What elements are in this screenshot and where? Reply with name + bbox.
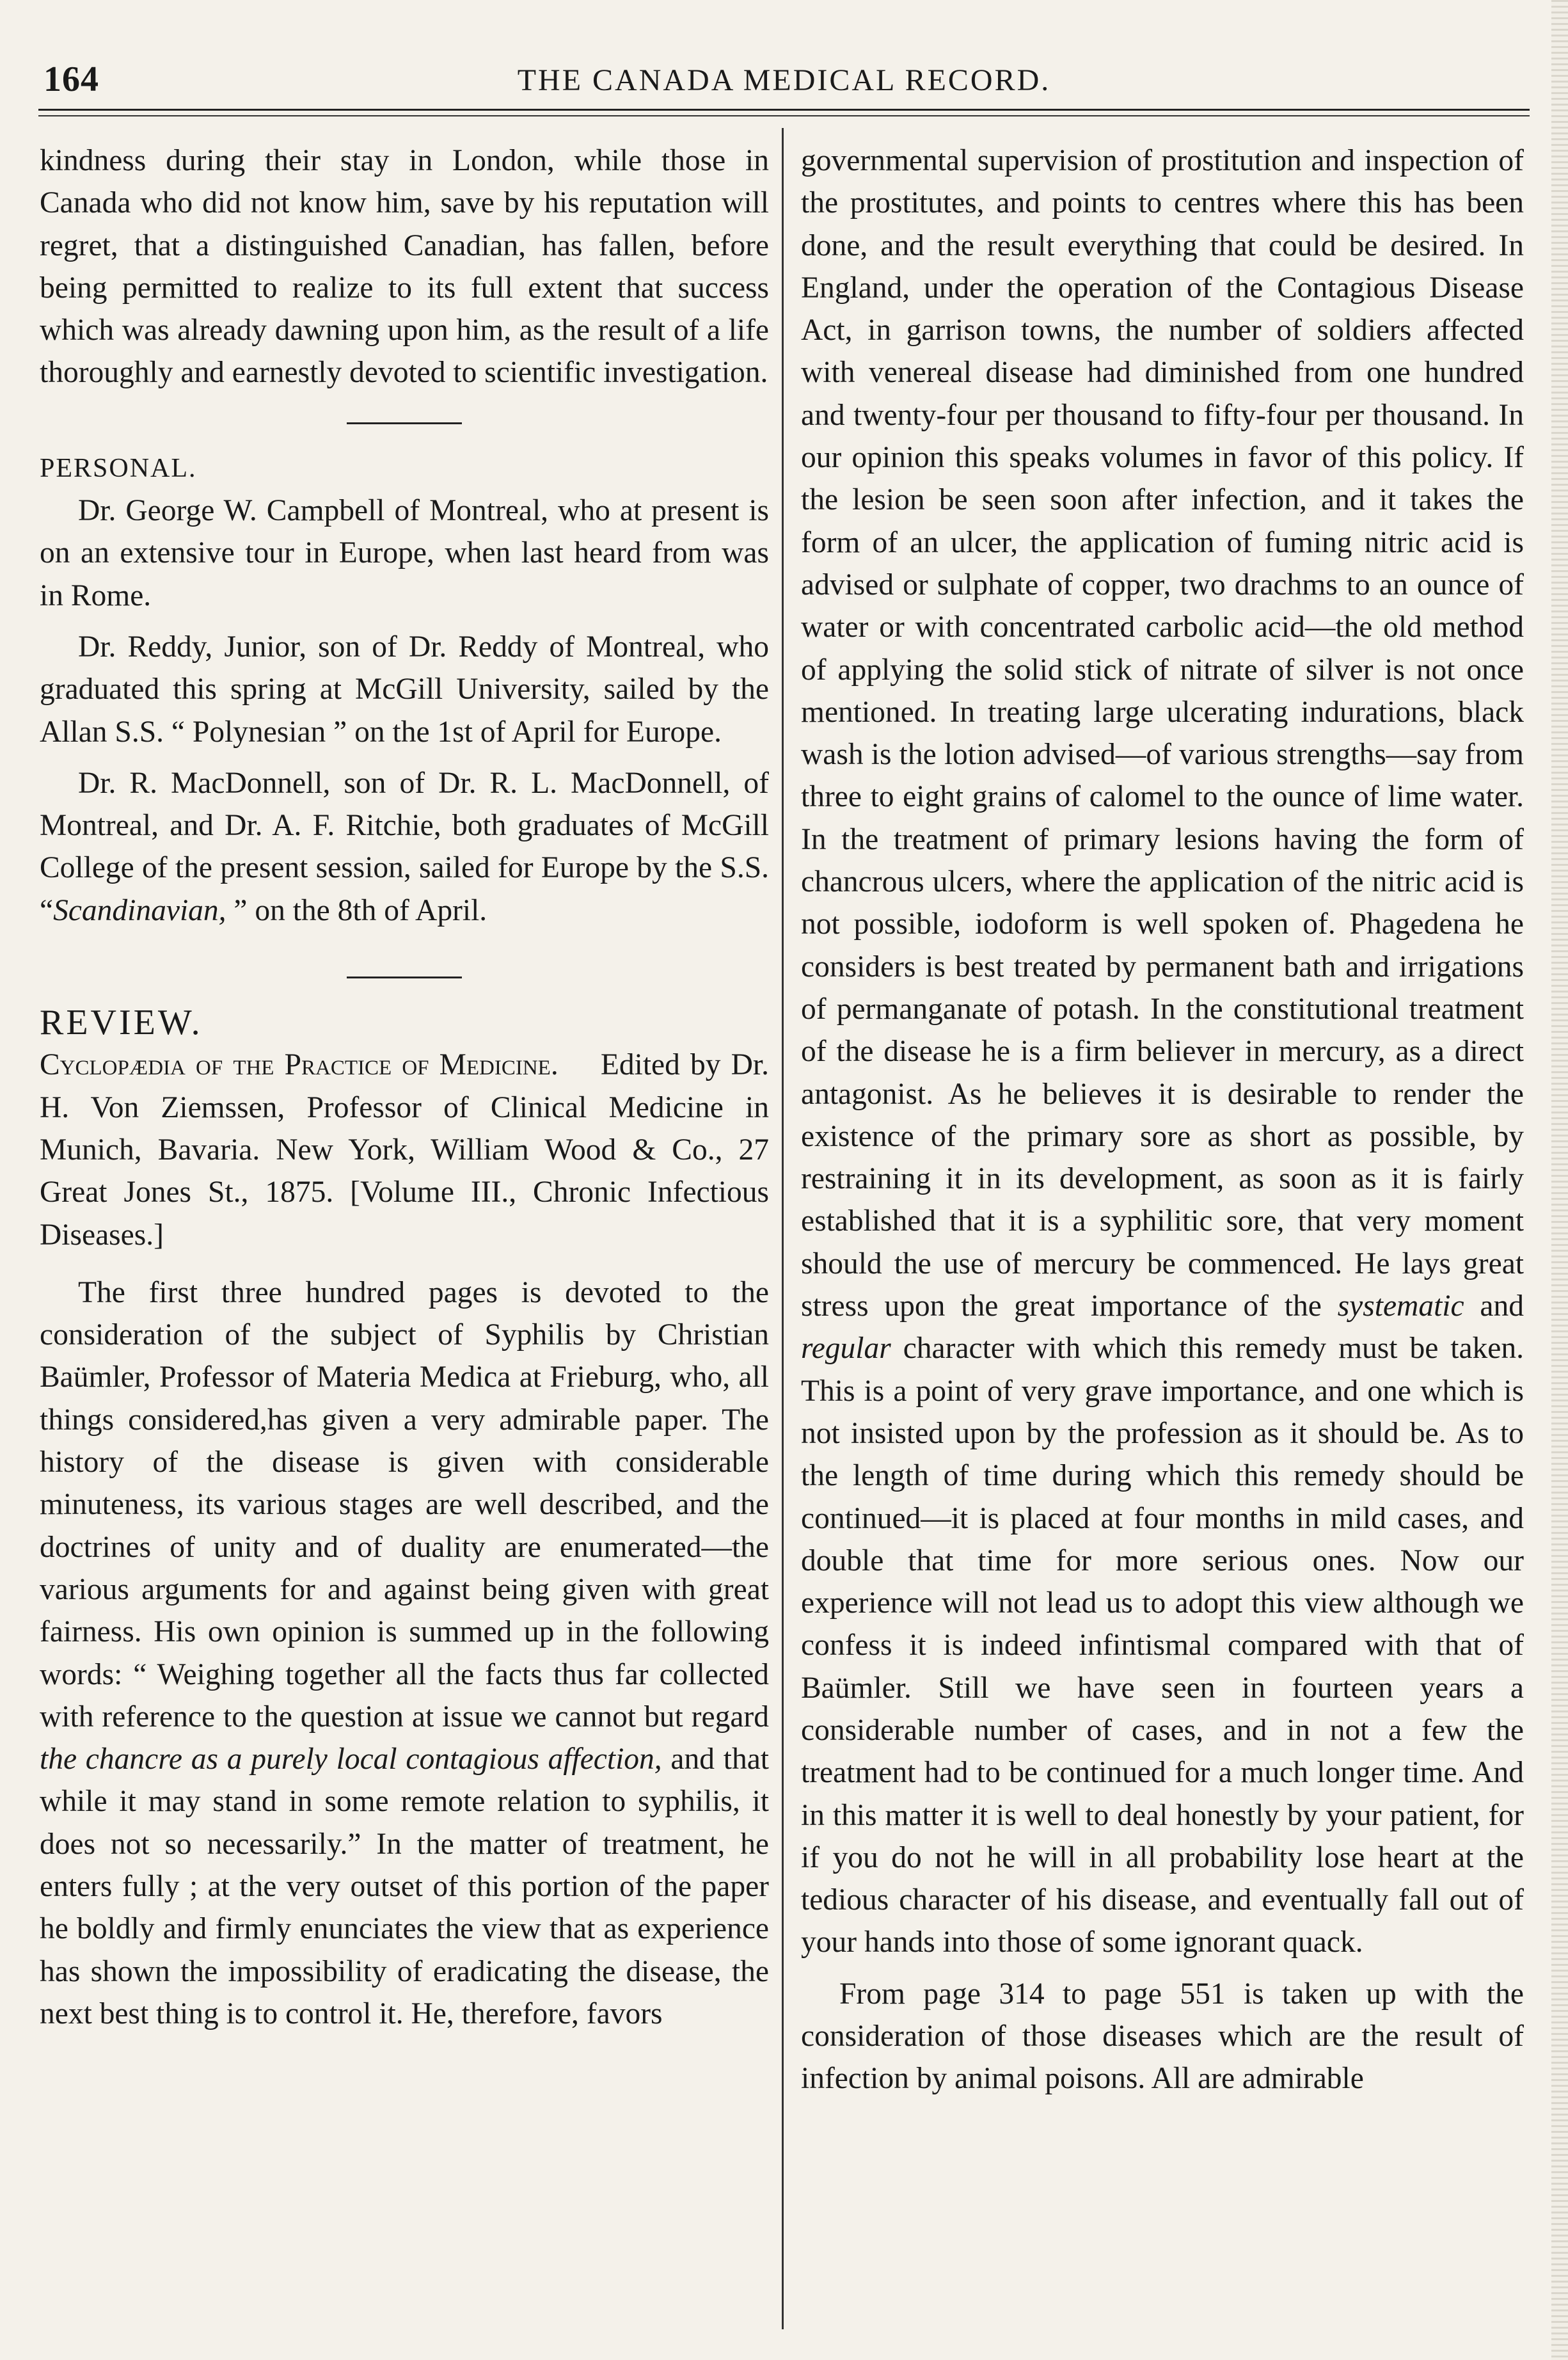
macdonnell-text-end: ” on the 8th of April. bbox=[226, 893, 487, 927]
emphasis-systematic: systematic bbox=[1337, 1289, 1464, 1323]
left-column bbox=[40, 140, 769, 2035]
section-divider bbox=[347, 422, 462, 424]
treatment-text-end: character with which this remedy must be taken. This is a point of very grave importance, and one which is not insisted upon by the profession as it should be. As to the length of time during which this remedy should be continued—it is placed at four months in mild cases, and double that time for more serious ones. Now our experience will not lead us to adopt this view although we confess it is indeed infintismal compared with that of Baümler. Still we have seen in fourteen years a considerable number of cases, and in not a few the treatment had to be continued for a much longer time. And in this matter it is well to deal honestly by your patient, for if you do not he will in all probability lose heart at the tedious character of his disease, and eventually fall out of your hands into those of some ignorant quack. bbox=[801, 1332, 1524, 1959]
scan-edge-artifact bbox=[1551, 0, 1568, 2360]
spacer bbox=[40, 1256, 769, 1272]
spacer bbox=[40, 753, 769, 762]
review-heading: REVIEW. bbox=[40, 1003, 203, 1043]
page-header bbox=[31, 59, 1537, 97]
header-rule bbox=[38, 109, 1530, 111]
review-text-start: The first three hundred pages is devoted to the consideration of the subject of Syphilis by Christian Baümler, Professor of Materia Medica at Frieburg, who, all things considered,has given a very admirable paper. The history of the disease is given with considerable minuteness, its various stages are well described, and the doctrines of unity and of duality are enumerated—the various arguments for and against being given with great fairness. His own opinion is summed up in the following words: “ Weighing together all the facts thus far collected with reference to the question at issue we cannot but regard bbox=[40, 1275, 769, 1734]
paragraph-review bbox=[40, 1272, 769, 2035]
paragraph-campbell: Dr. George W. Campbell of Montreal, who at present is on an extensive tour in Europe, when last heard from was in Rome. bbox=[40, 494, 769, 612]
spacer bbox=[40, 617, 769, 626]
section-divider bbox=[347, 977, 462, 978]
page-number: 164 bbox=[44, 60, 99, 99]
treatment-text-start: governmental supervision of prostitution and inspection of the prostitutes, and points to centres where this has been done, and the result everything that could be desired. In England, under the operation of the Contagious Disease Act, in garrison towns, the number of soldiers affected with venereal disease had diminished from one hundred and twenty-four per thousand to fifty-four per thousand. In our opinion this speaks volumes in favor of this policy. If the lesion be seen soon after infection, and it takes the form of an ulcer, the application of fuming nitric acid is advised or sulphate of copper, two drachms to an ounce of water or with concentrated carbolic acid—the old method of applying the solid stick of nitrate of silver is not once mentioned. In treating large ulcerating indurations, black wash is the lotion advised—of various strengths—say from three to eight grains of calomel to the ounce of lime water. In the treatment of primary lesions having the form of chancrous ulcers, where the application of the nitric acid is not possible, iodoform is well spoken of. Phagedena he considers is best treated by permanent bath and irrigations of permanganate of potash. In the constitutional treatment of the disease he is a firm believer in mercury, as a direct antagonist. As he believes it is desirable to render the existence of the primary sore as short as possible, by restraining it in its development, as soon as it is fairly established that it is a syphilitic sore, that very moment should the use of mercury be commenced. He lays great stress upon the great importance of the bbox=[801, 144, 1524, 1323]
spacer bbox=[801, 1964, 1524, 1973]
ship-name: Scandinavian, bbox=[53, 893, 226, 927]
paragraph-macdonnell bbox=[40, 762, 769, 932]
paragraph-governmental-supervision bbox=[801, 140, 1524, 1964]
emphasis-regular: regular bbox=[801, 1332, 891, 1366]
right-column bbox=[801, 140, 1524, 2100]
personal-heading: PERSONAL. bbox=[40, 453, 197, 483]
header-rule-secondary bbox=[38, 115, 1530, 116]
book-reference bbox=[40, 1044, 769, 1256]
paragraph-reddy: Dr. Reddy, Junior, son of Dr. Reddy of Montreal, who graduated this spring at McGill University, sailed by the Allan S.S. “ Polynesian ” on the 1st of April for Europe. bbox=[40, 630, 769, 749]
column-divider bbox=[782, 128, 784, 2329]
review-quote-italic: the chancre as a purely local contagious affection, bbox=[40, 1742, 662, 1776]
paragraph-kindness: kindness during their stay in London, while those in Canada who did not know him, save by his reputation will regret, that a distinguished Canadian, has fallen, before being permitted to realize to its full extent that success which was already dawning upon him, as the result of a life thoroughly and earnestly devoted to scientific investigation. bbox=[40, 144, 769, 390]
journal-title: THE CANADA MEDICAL RECORD. bbox=[517, 63, 1051, 97]
book-title: Cyclopædia of the Practice of Medicine. bbox=[40, 1048, 558, 1082]
macdonnell-text-start: Dr. R. MacDonnell, son of Dr. R. L. MacDonnell, of Montreal, and Dr. A. F. Ritchie, both graduates of McGill College of the present session, sailed for Europe by the S.S. “ bbox=[40, 766, 769, 927]
book-edition: Edited by Dr. H. Von Ziemssen, Professor of Clinical Medicine in Munich, Bavaria. New York, William Wood & Co., 27 Great Jones St., 1875. [Volume III., Chronic Infectious Diseases.] bbox=[40, 1048, 769, 1252]
review-text-end: and that while it may stand in some remote relation to syphilis, it does not so necessarily.” In the matter of treatment, he enters fully ; at the very outset of this portion of the paper he boldly and firmly enunciates the view that as experience has shown the impossibility of eradicating the disease, the next best thing is to control it. He, therefore, favors bbox=[40, 1742, 770, 2030]
conjunction: and bbox=[1464, 1289, 1524, 1323]
paragraph-from-page: From page 314 to page 551 is taken up with the consideration of those diseases which are the result of infection by animal poisons. All are admirable bbox=[801, 1977, 1524, 2096]
